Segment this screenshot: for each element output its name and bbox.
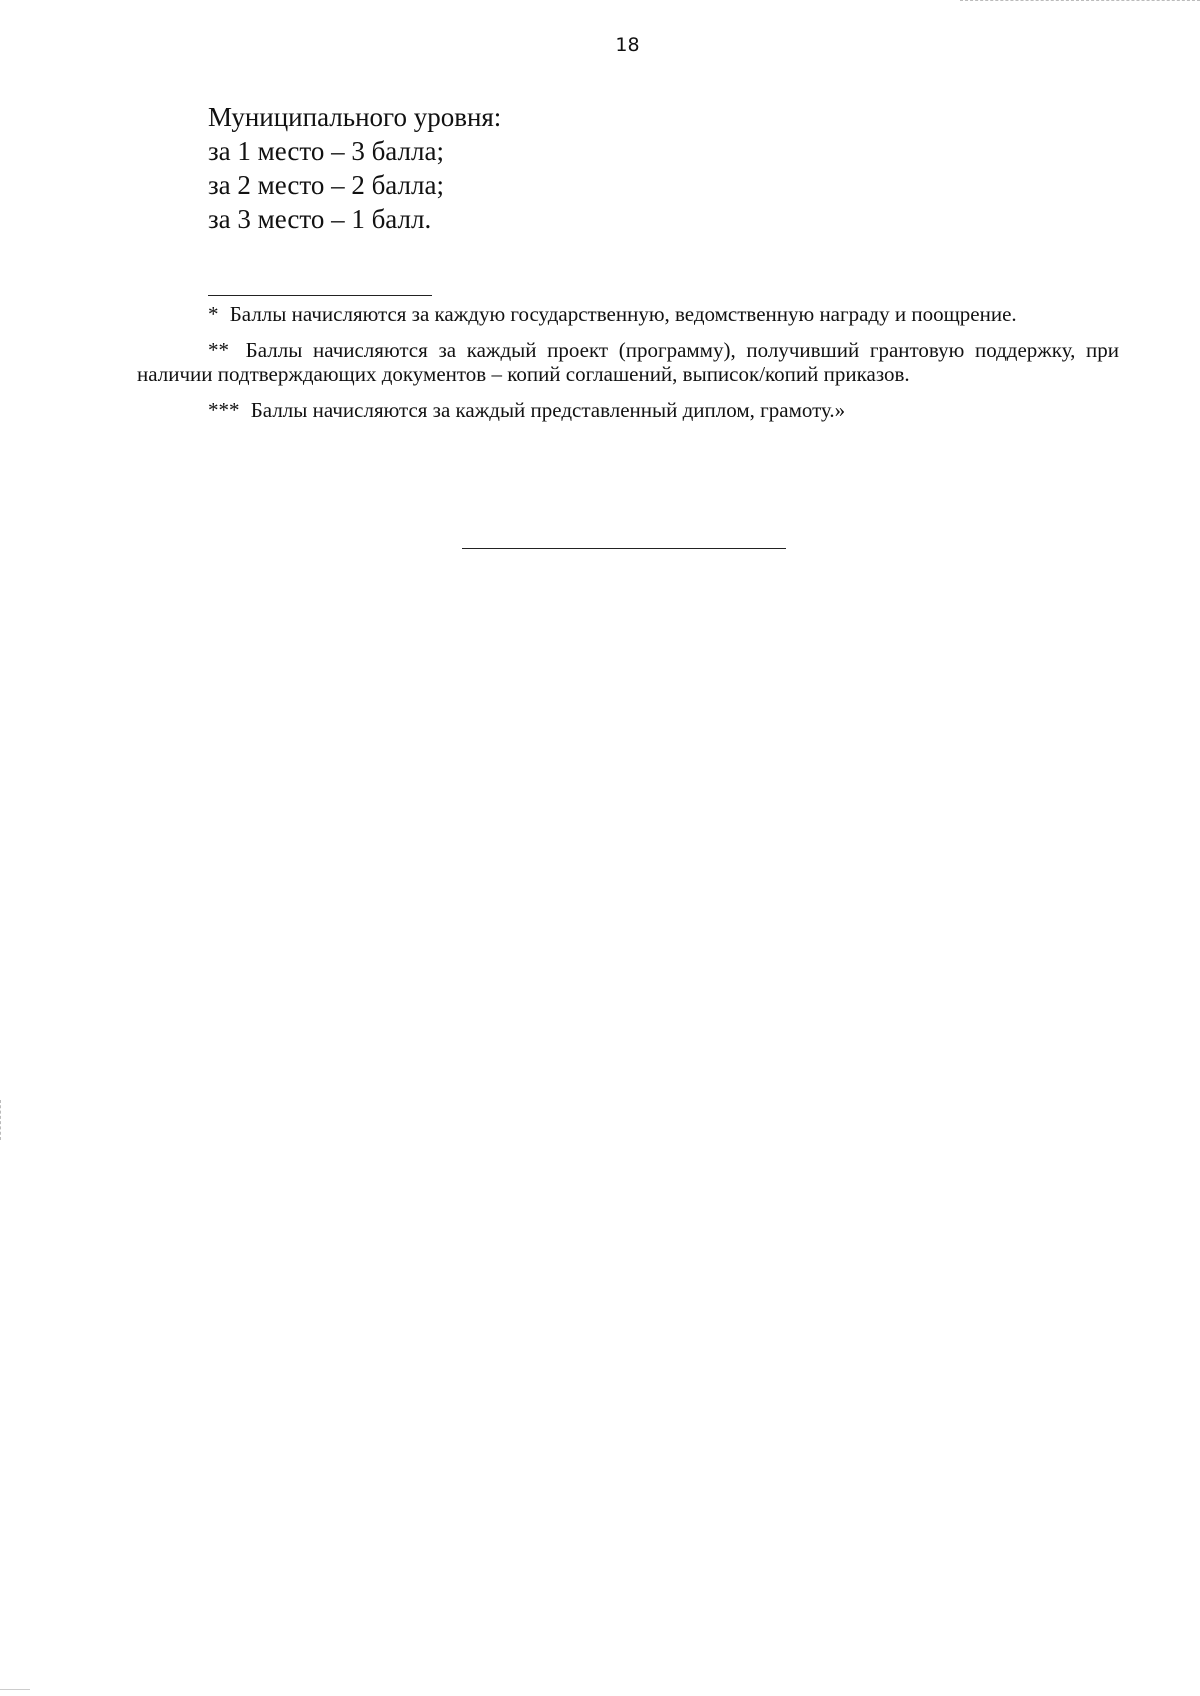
footnote-text: Баллы начисляются за каждый представленный диплом, грамоту.» (250, 398, 846, 422)
end-of-document-rule (462, 548, 786, 549)
scan-edge-artifact-top (960, 0, 1200, 1)
score-line-second-place: за 2 место – 2 балла; (208, 170, 444, 200)
footnote-3 (137, 398, 1119, 422)
footnote-1 (137, 302, 1119, 326)
footnotes-block (137, 302, 1119, 422)
scan-edge-artifact-left (0, 1100, 1, 1140)
footnote-marker: * (208, 302, 219, 326)
footnote-text: Баллы начисляются за каждую государственную, ведомственную награду и поощрение. (229, 302, 1017, 326)
footnote-marker: *** (208, 398, 240, 422)
score-line-third-place: за 3 место – 1 балл. (208, 204, 432, 234)
score-line-first-place: за 1 место – 3 балла; (208, 136, 444, 166)
section-heading: Муниципального уровня: (208, 102, 502, 132)
footnote-separator (208, 295, 432, 296)
footnote-marker: ** (208, 338, 229, 362)
footnote-2 (137, 338, 1119, 386)
scan-edge-artifact-bottom (0, 1689, 30, 1690)
page-number: 18 (615, 34, 640, 56)
footnote-text: Баллы начисляются за каждый проект (программу), получивший грантовую поддержку, при наличии подтверждающих документов – копий соглашений, выписок/копий приказов. (137, 338, 1120, 386)
main-text-block (208, 100, 501, 236)
